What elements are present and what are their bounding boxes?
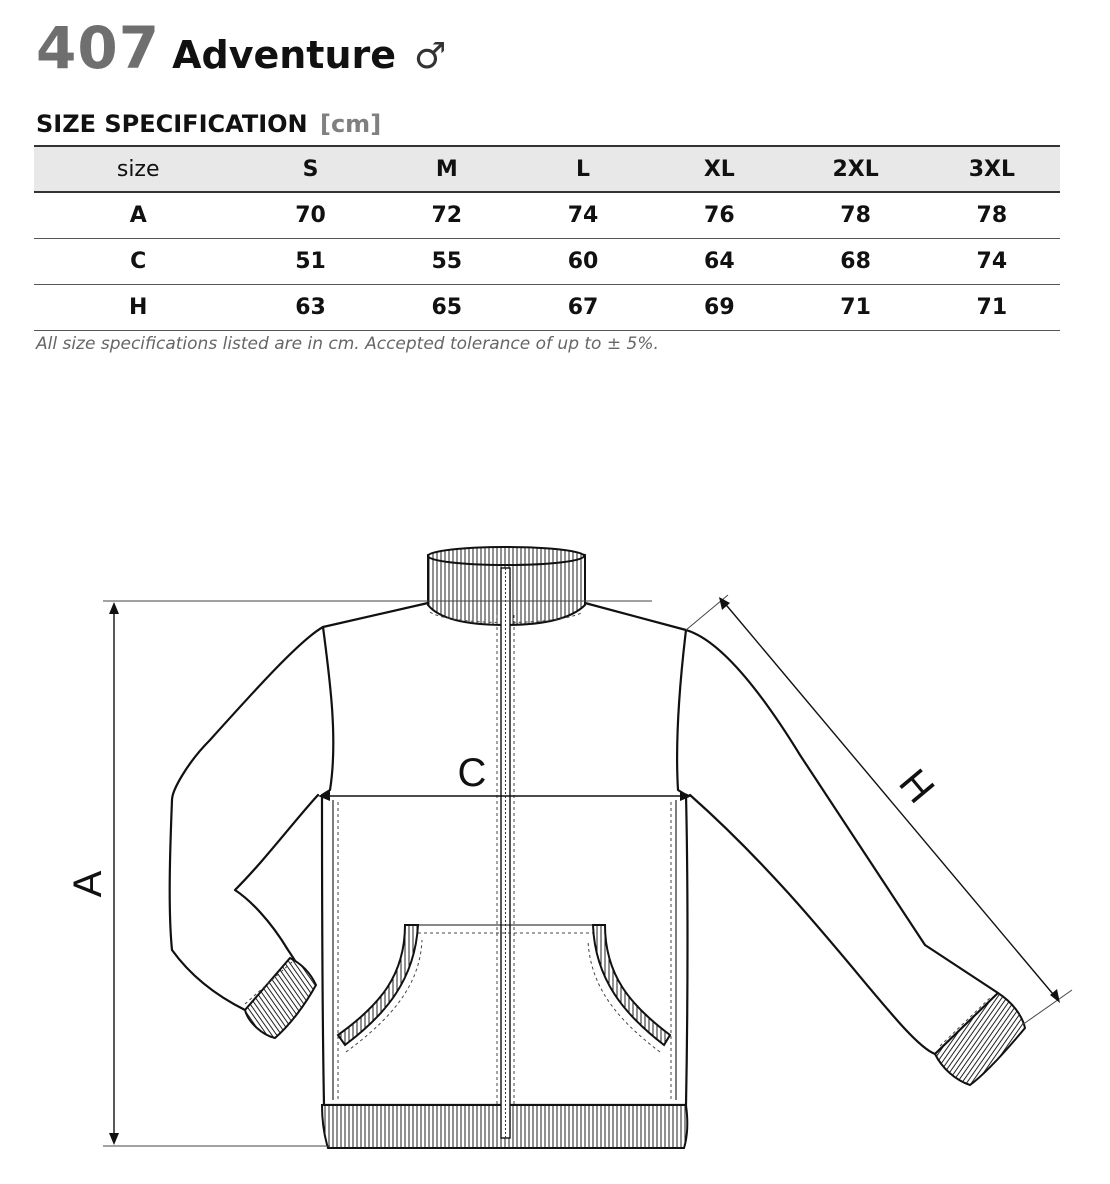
label-c: C [457, 751, 487, 795]
table-cell: 55 [379, 239, 515, 285]
zipper [497, 568, 514, 1138]
column-header: S [242, 146, 378, 192]
tolerance-note: All size specifications listed are in cm. Accepted tolerance of up to ± 5%. [36, 334, 659, 354]
table-cell: 60 [515, 239, 651, 285]
column-header: L [515, 146, 651, 192]
table-cell: 78 [787, 192, 923, 239]
table-cell: 71 [787, 285, 923, 331]
table-cell: 69 [651, 285, 787, 331]
measure-a [66, 601, 652, 1146]
table-cell: 70 [242, 192, 378, 239]
size-spec-title: SIZE SPECIFICATION [36, 110, 308, 138]
table-cell: 76 [651, 192, 787, 239]
table-cell: 78 [924, 192, 1060, 239]
table-cell: 64 [651, 239, 787, 285]
table-cell: 51 [242, 239, 378, 285]
size-spec-unit: [cm] [319, 110, 382, 138]
row-label: H [34, 285, 242, 331]
column-header: M [379, 146, 515, 192]
row-label: A [34, 192, 242, 239]
label-a: A [66, 870, 110, 898]
product-name: Adventure [172, 33, 397, 77]
right-sleeve [686, 630, 1025, 1085]
column-header: size [34, 146, 242, 192]
table-cell: 63 [242, 285, 378, 331]
table-cell: 74 [924, 239, 1060, 285]
table-cell: 65 [379, 285, 515, 331]
table-cell: 67 [515, 285, 651, 331]
table-cell: 68 [787, 239, 923, 285]
measure-h [686, 595, 1072, 1025]
column-header: XL [651, 146, 787, 192]
column-header: 2XL [787, 146, 923, 192]
male-icon: ♂ [414, 36, 447, 77]
table-cell: 71 [924, 285, 1060, 331]
table-cell: 74 [515, 192, 651, 239]
label-h: H [890, 761, 943, 812]
table-cell: 72 [379, 192, 515, 239]
product-number: 407 [36, 14, 161, 82]
left-sleeve [170, 627, 323, 1038]
column-header: 3XL [924, 146, 1060, 192]
row-label: C [34, 239, 242, 285]
